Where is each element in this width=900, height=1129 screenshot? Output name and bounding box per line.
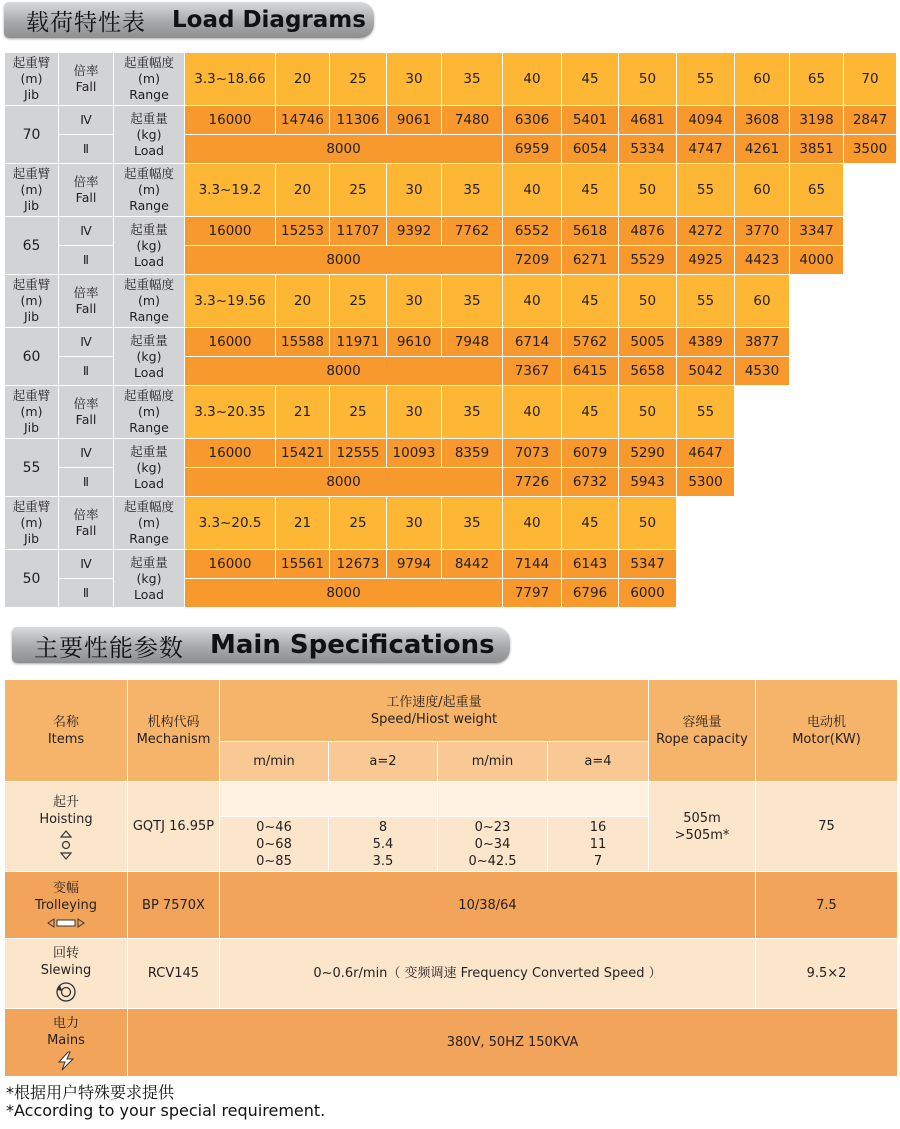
range-value: 45 xyxy=(562,275,619,328)
blank-cell xyxy=(790,328,844,357)
load-ii-value: 5658 xyxy=(619,357,677,386)
load-ii-value: 6271 xyxy=(562,246,619,275)
range-value: 55 xyxy=(677,164,735,217)
load-ii-span: 8000 xyxy=(185,246,503,275)
fall-ii: Ⅱ xyxy=(59,579,114,608)
range-value: 35 xyxy=(442,497,503,550)
load-ii-value: 6796 xyxy=(562,579,619,608)
blank-cell xyxy=(735,579,790,608)
load-iv-value: 14746 xyxy=(276,106,330,135)
load-diagram-table xyxy=(4,52,897,608)
load-iv-value: 4681 xyxy=(619,106,677,135)
load-iv-value: 6552 xyxy=(503,217,562,246)
load-ii-span: 8000 xyxy=(185,579,503,608)
range-value: 3.3~20.5 xyxy=(185,497,276,550)
range-value: 20 xyxy=(276,275,330,328)
load-iv-value: 6714 xyxy=(503,328,562,357)
spec-title-en: Main Specifications xyxy=(210,630,495,660)
load-iv-value: 4647 xyxy=(677,439,735,468)
load-iv-value: 5347 xyxy=(619,550,677,579)
range-value: 50 xyxy=(619,386,677,439)
load-ii-value: 5042 xyxy=(677,357,735,386)
load-ii-value: 7797 xyxy=(503,579,562,608)
blank-cell xyxy=(735,439,790,468)
jib-value: 60 xyxy=(5,328,59,386)
blank-cell xyxy=(677,579,735,608)
fall-header: 倍率 Fall xyxy=(59,164,114,217)
range-value: 50 xyxy=(619,164,677,217)
range-value: 60 xyxy=(735,53,790,106)
range-value: 35 xyxy=(442,164,503,217)
load-iv-value: 15561 xyxy=(276,550,330,579)
range-header: 起重幅度 (m) Range xyxy=(114,53,185,106)
range-value: 30 xyxy=(387,53,442,106)
load-iv-value: 8359 xyxy=(442,439,503,468)
load-ii-value: 5529 xyxy=(619,246,677,275)
fall-iv: Ⅳ xyxy=(59,106,114,135)
load-iv-value: 15253 xyxy=(276,217,330,246)
trolleying-mechanism: BP 7570X xyxy=(128,872,220,939)
load-title-cn: 载荷特性表 xyxy=(26,9,146,36)
load-iv-value: 8442 xyxy=(442,550,503,579)
range-value: 25 xyxy=(330,386,387,439)
fall-header: 倍率 Fall xyxy=(59,386,114,439)
hoisting-mechanism: GQTJ 16.95P xyxy=(128,782,220,872)
blank-cell xyxy=(735,468,790,497)
load-ii-value: 7367 xyxy=(503,357,562,386)
blank-cell xyxy=(790,497,844,550)
spec-title-cn: 主要性能参数 xyxy=(34,633,184,662)
blank-cell xyxy=(844,579,897,608)
load-ii-value: 6054 xyxy=(562,135,619,164)
blank-cell xyxy=(844,217,897,246)
blank-cell xyxy=(790,357,844,386)
load-diagrams-banner xyxy=(4,2,374,38)
hoisting-load-a2: 8 5.4 3.5 xyxy=(329,817,438,872)
range-value: 35 xyxy=(442,386,503,439)
range-value: 70 xyxy=(844,53,897,106)
jib-header: 起重臂 (m) Jib xyxy=(5,53,59,106)
range-value: 40 xyxy=(503,53,562,106)
trolley-icon xyxy=(47,918,85,928)
slewing-name: 回转 Slewing xyxy=(5,939,128,1009)
range-value: 45 xyxy=(562,497,619,550)
range-value: 30 xyxy=(387,275,442,328)
range-value: 50 xyxy=(619,275,677,328)
jib-header: 起重臂 (m) Jib xyxy=(5,386,59,439)
note-cn: *根据用户特殊要求提供 xyxy=(6,1083,175,1102)
fall-header: 倍率 Fall xyxy=(59,275,114,328)
range-value: 25 xyxy=(330,497,387,550)
trolleying-speed: 10/38/64 xyxy=(220,872,756,939)
blank-cell xyxy=(790,579,844,608)
sub-a4: a=4 xyxy=(548,742,649,782)
range-value: 55 xyxy=(677,53,735,106)
range-value: 50 xyxy=(619,497,677,550)
load-iv-value: 6306 xyxy=(503,106,562,135)
range-value: 60 xyxy=(735,275,790,328)
load-ii-value: 3851 xyxy=(790,135,844,164)
load-iv-value: 9061 xyxy=(387,106,442,135)
fall-ii: Ⅱ xyxy=(59,246,114,275)
load-ii-value: 4925 xyxy=(677,246,735,275)
load-iv-value: 3877 xyxy=(735,328,790,357)
fall-iv: Ⅳ xyxy=(59,217,114,246)
load-header: 起重量 (kg) Load xyxy=(114,217,185,275)
fall-header: 倍率 Fall xyxy=(59,497,114,550)
load-iv-value: 11971 xyxy=(330,328,387,357)
hoisting-a2-spacer xyxy=(220,782,438,817)
jib-value: 65 xyxy=(5,217,59,275)
main-specs-banner xyxy=(12,627,510,663)
load-iv-value: 16000 xyxy=(185,439,276,468)
load-ii-span: 8000 xyxy=(185,468,503,497)
load-iv-value: 12673 xyxy=(330,550,387,579)
load-ii-span: 8000 xyxy=(185,357,503,386)
hoisting-speed-a2: 0~46 0~68 0~85 xyxy=(220,817,329,872)
load-ii-value: 6415 xyxy=(562,357,619,386)
load-iv-value: 5005 xyxy=(619,328,677,357)
blank-cell xyxy=(677,550,735,579)
load-header: 起重量 (kg) Load xyxy=(114,550,185,608)
trolleying-name: 变幅 Trolleying xyxy=(5,872,128,939)
load-ii-span: 8000 xyxy=(185,135,503,164)
load-ii-value: 5334 xyxy=(619,135,677,164)
lightning-icon xyxy=(56,1051,76,1071)
hdr-motor: 电动机 Motor(KW) xyxy=(756,680,898,782)
load-iv-value: 9610 xyxy=(387,328,442,357)
range-value: 21 xyxy=(276,386,330,439)
range-value: 30 xyxy=(387,164,442,217)
range-value: 20 xyxy=(276,164,330,217)
blank-cell xyxy=(790,439,844,468)
range-value: 25 xyxy=(330,164,387,217)
range-value: 21 xyxy=(276,497,330,550)
range-value: 3.3~20.35 xyxy=(185,386,276,439)
hdr-speed: 工作速度/起重量 Speed/Hiost weight xyxy=(220,680,649,742)
load-iv-value: 6079 xyxy=(562,439,619,468)
load-ii-value: 4530 xyxy=(735,357,790,386)
load-iv-value: 3608 xyxy=(735,106,790,135)
load-iv-value: 12555 xyxy=(330,439,387,468)
load-ii-value: 5943 xyxy=(619,468,677,497)
range-value: 40 xyxy=(503,164,562,217)
fall-iv: Ⅳ xyxy=(59,439,114,468)
hdr-items: 名称 Items xyxy=(5,680,128,782)
sub-mmin-1: m/min xyxy=(220,742,329,782)
load-ii-value: 6732 xyxy=(562,468,619,497)
blank-cell xyxy=(790,275,844,328)
blank-cell xyxy=(735,550,790,579)
load-ii-value: 4423 xyxy=(735,246,790,275)
range-value: 55 xyxy=(677,275,735,328)
load-iv-value: 15588 xyxy=(276,328,330,357)
slewing-motor: 9.5×2 xyxy=(756,939,898,1009)
sub-mmin-2: m/min xyxy=(438,742,548,782)
blank-cell xyxy=(844,439,897,468)
load-iv-value: 11707 xyxy=(330,217,387,246)
load-iv-value: 4094 xyxy=(677,106,735,135)
load-iv-value: 6143 xyxy=(562,550,619,579)
range-value: 40 xyxy=(503,386,562,439)
fall-header: 倍率 Fall xyxy=(59,53,114,106)
range-value: 3.3~19.56 xyxy=(185,275,276,328)
range-value: 3.3~18.66 xyxy=(185,53,276,106)
range-value: 35 xyxy=(442,275,503,328)
blank-cell xyxy=(735,386,790,439)
load-iv-value: 16000 xyxy=(185,328,276,357)
load-iv-value: 7073 xyxy=(503,439,562,468)
load-iv-value: 7762 xyxy=(442,217,503,246)
hoisting-name: 起升 Hoisting xyxy=(5,782,128,872)
load-iv-value: 4876 xyxy=(619,217,677,246)
hoisting-rope: 505m >505m* xyxy=(649,782,756,872)
load-ii-value: 7209 xyxy=(503,246,562,275)
fall-iv: Ⅳ xyxy=(59,328,114,357)
jib-value: 55 xyxy=(5,439,59,497)
range-value: 3.3~19.2 xyxy=(185,164,276,217)
blank-cell xyxy=(790,386,844,439)
load-header: 起重量 (kg) Load xyxy=(114,439,185,497)
load-title-en: Load Diagrams xyxy=(172,7,366,33)
load-ii-value: 6959 xyxy=(503,135,562,164)
load-iv-value: 3198 xyxy=(790,106,844,135)
range-value: 60 xyxy=(735,164,790,217)
load-iv-value: 7480 xyxy=(442,106,503,135)
mains-name: 电力 Mains xyxy=(5,1009,128,1077)
load-iv-value: 9794 xyxy=(387,550,442,579)
load-iv-value: 7144 xyxy=(503,550,562,579)
blank-cell xyxy=(844,386,897,439)
fall-ii: Ⅱ xyxy=(59,357,114,386)
range-value: 50 xyxy=(619,53,677,106)
main-specs-table xyxy=(4,679,898,1077)
load-iv-value: 4389 xyxy=(677,328,735,357)
load-ii-value: 4261 xyxy=(735,135,790,164)
load-iv-value: 11306 xyxy=(330,106,387,135)
range-value: 25 xyxy=(330,53,387,106)
jib-header: 起重臂 (m) Jib xyxy=(5,164,59,217)
jib-value: 70 xyxy=(5,106,59,164)
load-iv-value: 7948 xyxy=(442,328,503,357)
load-iv-value: 16000 xyxy=(185,550,276,579)
load-iv-value: 5618 xyxy=(562,217,619,246)
load-iv-value: 5290 xyxy=(619,439,677,468)
slewing-mechanism: RCV145 xyxy=(128,939,220,1009)
blank-cell xyxy=(790,468,844,497)
jib-header: 起重臂 (m) Jib xyxy=(5,497,59,550)
mains-value: 380V, 50HZ 150KVA xyxy=(128,1009,898,1077)
blank-cell xyxy=(844,246,897,275)
hoisting-motor: 75 xyxy=(756,782,898,872)
range-header: 起重幅度 (m) Range xyxy=(114,275,185,328)
load-header: 起重量 (kg) Load xyxy=(114,328,185,386)
range-value: 65 xyxy=(790,164,844,217)
blank-cell xyxy=(790,550,844,579)
range-value: 45 xyxy=(562,53,619,106)
load-iv-value: 9392 xyxy=(387,217,442,246)
jib-value: 50 xyxy=(5,550,59,608)
range-value: 45 xyxy=(562,386,619,439)
blank-cell xyxy=(844,357,897,386)
load-iv-value: 4272 xyxy=(677,217,735,246)
range-value: 65 xyxy=(790,53,844,106)
range-value: 30 xyxy=(387,386,442,439)
range-header: 起重幅度 (m) Range xyxy=(114,497,185,550)
sub-a2: a=2 xyxy=(329,742,438,782)
load-ii-value: 7726 xyxy=(503,468,562,497)
fall-iv: Ⅳ xyxy=(59,550,114,579)
load-ii-value: 3500 xyxy=(844,135,897,164)
load-iv-value: 5401 xyxy=(562,106,619,135)
range-value: 40 xyxy=(503,497,562,550)
range-header: 起重幅度 (m) Range xyxy=(114,164,185,217)
load-iv-value: 5762 xyxy=(562,328,619,357)
blank-cell xyxy=(844,468,897,497)
hoisting-a4-spacer xyxy=(438,782,649,817)
hdr-mechanism: 机构代码 Mechanism xyxy=(128,680,220,782)
load-ii-value: 4000 xyxy=(790,246,844,275)
range-value: 25 xyxy=(330,275,387,328)
load-ii-value: 5300 xyxy=(677,468,735,497)
slewing-speed: 0~0.6r/min（ 变频调速 Frequency Converted Speed ） xyxy=(220,939,756,1009)
blank-cell xyxy=(844,275,897,328)
hdr-rope: 容绳量 Rope capacity xyxy=(649,680,756,782)
load-iv-value: 2847 xyxy=(844,106,897,135)
jib-header: 起重臂 (m) Jib xyxy=(5,275,59,328)
load-iv-value: 16000 xyxy=(185,106,276,135)
range-value: 35 xyxy=(442,53,503,106)
note-en: *According to your special requirement. xyxy=(6,1101,326,1120)
load-iv-value: 10093 xyxy=(387,439,442,468)
load-iv-value: 3347 xyxy=(790,217,844,246)
load-iv-value: 3770 xyxy=(735,217,790,246)
fall-ii: Ⅱ xyxy=(59,135,114,164)
trolleying-motor: 7.5 xyxy=(756,872,898,939)
range-value: 40 xyxy=(503,275,562,328)
blank-cell xyxy=(735,497,790,550)
range-value: 55 xyxy=(677,386,735,439)
hoisting-load-a4: 16 11 7 xyxy=(548,817,649,872)
blank-cell xyxy=(677,497,735,550)
blank-cell xyxy=(844,164,897,217)
hoisting-speed-a4: 0~23 0~34 0~42.5 xyxy=(438,817,548,872)
range-value: 20 xyxy=(276,53,330,106)
hoist-arrows-icon xyxy=(59,830,73,860)
range-value: 30 xyxy=(387,497,442,550)
slewing-icon xyxy=(55,981,77,1003)
load-ii-value: 4747 xyxy=(677,135,735,164)
load-header: 起重量 (kg) Load xyxy=(114,106,185,164)
load-iv-value: 15421 xyxy=(276,439,330,468)
range-value: 45 xyxy=(562,164,619,217)
load-iv-value: 16000 xyxy=(185,217,276,246)
load-ii-value: 6000 xyxy=(619,579,677,608)
blank-cell xyxy=(844,550,897,579)
blank-cell xyxy=(844,497,897,550)
blank-cell xyxy=(844,328,897,357)
range-header: 起重幅度 (m) Range xyxy=(114,386,185,439)
fall-ii: Ⅱ xyxy=(59,468,114,497)
